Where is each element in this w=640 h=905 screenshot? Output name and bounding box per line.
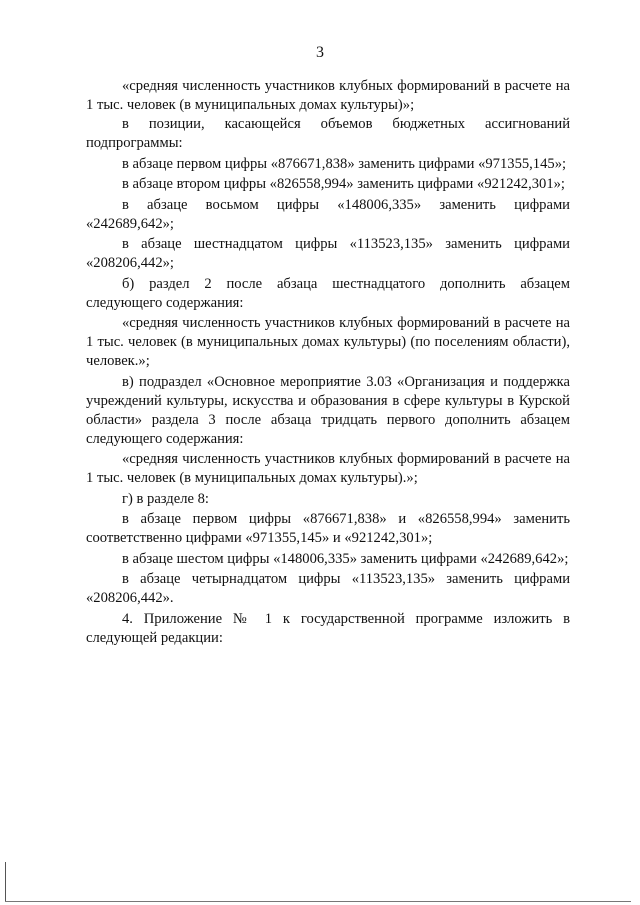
paragraph-indicator-culture-houses: «средняя численность участников клубных формирований в расчете на 1 тыс. человек (в муниципальных домах культуры).»;	[86, 451, 570, 486]
paragraph-amendment-first: в абзаце первом цифры «876671,838» заменить цифрами «971355,145»;	[122, 155, 567, 172]
paragraph-amendment-second: в абзаце втором цифры «826558,994» заменить цифрами «921242,301»;	[122, 176, 565, 192]
scan-border-left	[5, 862, 6, 902]
paragraph-section-8-sixth: в абзаце шестом цифры «148006,335» заменить цифрами «242689,642»;	[122, 550, 569, 567]
paragraph-amendment-sixteenth: в абзаце шестнадцатом цифры «113523,135» заменить цифрами «208206,442»;	[86, 236, 570, 271]
paragraph-section-8-fourteenth: в абзаце четырнадцатом цифры «113523,135» заменить цифрами «208206,442».	[86, 571, 570, 606]
paragraph-section-8: г) в разделе 8:	[122, 490, 209, 507]
paragraph-indicator-settlements: «средняя численность участников клубных формирований в расчете на 1 тыс. человек (в муниципальных домах культуры) (по поселениям области), человек.»;	[86, 315, 570, 369]
document-body	[86, 77, 570, 649]
paragraph-section-2: б) раздел 2 после абзаца шестнадцатого дополнить абзацем следующего содержания:	[86, 275, 570, 311]
paragraph-subsection-303: в) подраздел «Основное мероприятие 3.03 «Организация и поддержка учреждений культуры, искусства и образования в сфере культуры в Курской области» раздела 3 после абзаца тридцать первого дополнить абзацем следующего содержания:	[86, 373, 570, 447]
paragraph-appendix-1: 4. Приложение № 1 к государственной программе изложить в следующей редакции:	[86, 610, 570, 646]
paragraph-amendment-eighth: в абзаце восьмом цифры «148006,335» заменить цифрами «242689,642»;	[86, 196, 570, 232]
scan-border-bottom	[5, 901, 631, 902]
paragraph-budget-position: в позиции, касающейся объемов бюджетных ассигнований подпрограммы:	[86, 116, 570, 151]
paragraph-section-8-first: в абзаце первом цифры «876671,838» и «826558,994» заменить соответственно цифрами «971355,145» и «921242,301»;	[86, 511, 570, 546]
page-number: 3	[316, 44, 324, 61]
paragraph-indicator-quote: «средняя численность участников клубных формирований в расчете на 1 тыс. человек (в муниципальных домах культуры)»;	[86, 78, 570, 113]
